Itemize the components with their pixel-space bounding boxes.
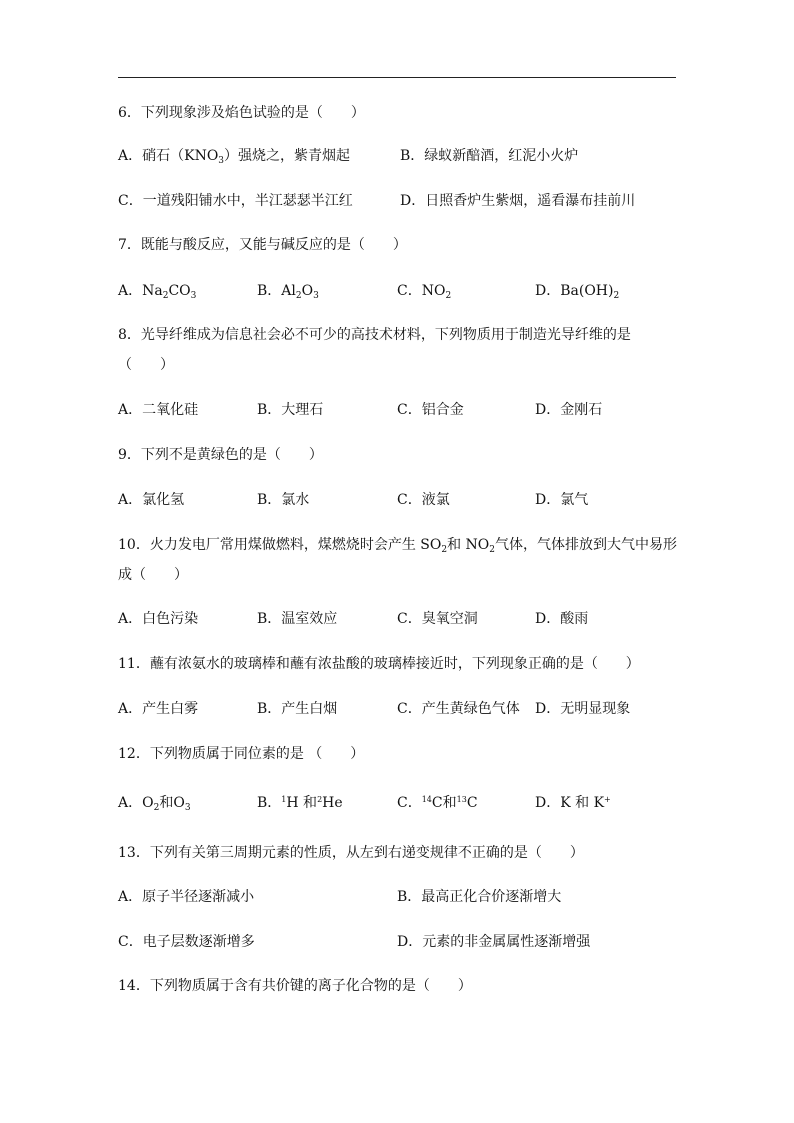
question-9-option-d: D．氯气 xyxy=(535,492,589,508)
question-9-option-c: C．液氯 xyxy=(397,492,450,508)
question-11-stem: 11．蘸有浓氨水的玻璃棒和蘸有浓盐酸的玻璃棒接近时，下列现象正确的是（ ） xyxy=(118,656,640,672)
question-12-option-b: B．$^1$H 和$^2$He xyxy=(257,795,343,811)
question-7-stem: 7．既能与酸反应，又能与碱反应的是（ ） xyxy=(118,237,407,253)
question-14-stem: 14．下列物质属于含有共价键的离子化合物的是（ ） xyxy=(118,978,472,994)
question-6-option-b: B．绿蚁新醅酒，红泥小火炉 xyxy=(400,148,579,164)
question-8-stem: 8．光导纤维成为信息社会必不可少的高技术材料，下列物质用于制造光导纤维的是 xyxy=(118,327,631,343)
question-9-stem: 9．下列不是黄绿色的是（ ） xyxy=(118,447,323,463)
question-11-option-c: C．产生黄绿色气体 xyxy=(397,701,520,717)
question-11-option-a: A．产生白雾 xyxy=(118,701,199,717)
question-11-option-b: B．产生白烟 xyxy=(257,701,338,717)
question-12-option-c: C．$^{14}$C和$^{13}$C xyxy=(397,795,478,811)
question-7-option-c: C．$NO_2$ xyxy=(397,283,452,301)
question-8-stem-line2: （ ） xyxy=(118,357,174,373)
question-13-option-b: B．最高正化合价逐渐增大 xyxy=(397,889,562,905)
question-10-stem: 10．火力发电厂常用煤做燃料，煤燃烧时会产生 $SO_2$和 $NO_2$气体，气体排放到大气中易形 xyxy=(118,537,677,555)
question-8-option-c: C．铝合金 xyxy=(397,402,464,418)
question-10-option-b: B．温室效应 xyxy=(257,611,338,627)
question-12-stem: 12．下列物质属于同位素的是 （ ） xyxy=(118,746,365,762)
question-10-option-a: A．白色污染 xyxy=(118,611,199,627)
question-7-option-b: B．$Al_2O_3$ xyxy=(257,283,319,301)
question-6-option-d: D．日照香炉生紫烟，遥看瀑布挂前川 xyxy=(400,193,636,209)
question-9-option-b: B．氯水 xyxy=(257,492,310,508)
question-11-option-d: D．无明显现象 xyxy=(535,701,631,717)
question-13-option-a: A．原子半径逐渐减小 xyxy=(118,889,255,905)
question-12-option-a: A．$O_2$和$O_3$ xyxy=(118,795,191,813)
question-13-stem: 13．下列有关第三周期元素的性质，从左到右递变规律不正确的是（ ） xyxy=(118,845,584,861)
question-10-option-c: C．臭氧空洞 xyxy=(397,611,478,627)
question-10-option-d: D．酸雨 xyxy=(535,611,589,627)
question-8-option-b: B．大理石 xyxy=(257,402,324,418)
question-6-option-c: C．一道残阳铺水中，半江瑟瑟半江红 xyxy=(118,193,353,209)
question-10-stem-line2: 成（ ） xyxy=(118,567,188,583)
header-rule xyxy=(118,77,676,78)
question-13-option-c: C．电子层数逐渐增多 xyxy=(118,934,255,950)
question-6-stem: 6．下列现象涉及焰色试验的是（ ） xyxy=(118,105,365,121)
question-7-option-a: A．$Na_2CO_3$ xyxy=(118,283,197,301)
question-8-option-a: A．二氧化硅 xyxy=(118,402,199,418)
question-7-option-d: D．$Ba(OH)_2$ xyxy=(535,283,620,301)
question-6-option-a: A．硝石$(KNO_3)$强烧之，紫青烟起 xyxy=(118,148,351,166)
question-13-option-d: D．元素的非金属属性逐渐增强 xyxy=(397,934,591,950)
question-12-option-d: D．K 和 K+ xyxy=(535,795,611,811)
question-9-option-a: A．氯化氢 xyxy=(118,492,185,508)
question-8-option-d: D．金刚石 xyxy=(535,402,603,418)
